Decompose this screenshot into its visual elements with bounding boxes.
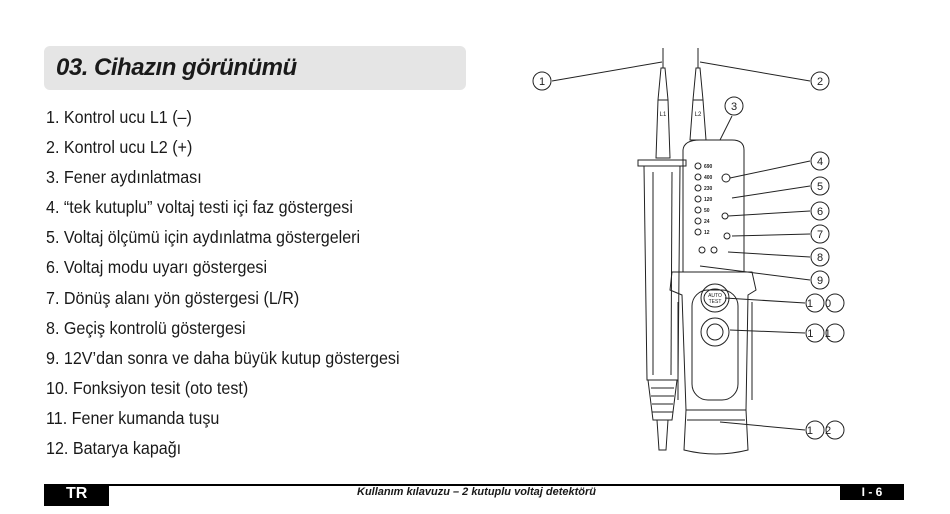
callout-number: 4 [816,156,824,168]
page-title: 03. Cihazın görünümü [56,54,297,81]
voltage-label: 12 [704,230,710,236]
callout-number: 1 [538,76,546,88]
callout-number: 11 [807,328,843,340]
device-figure [520,40,860,465]
voltage-label: 400 [704,175,713,181]
list-item: 10. Fonksiyon tesit (oto test) [46,377,249,398]
list-item: 7. Dönüş alanı yön göstergesi (L/R) [46,287,300,308]
callout-number: 8 [816,252,824,264]
voltage-label: 690 [704,164,713,170]
callout-number: 3 [730,101,738,113]
list-item: 11. Fener kumanda tuşu [46,407,220,428]
list-item: 3. Fener aydınlatması [46,167,202,188]
callout-number: 2 [816,76,824,88]
title-bar [44,46,466,90]
callout-number: 10 [806,298,844,310]
voltage-tester-illustration [520,40,860,465]
list-item: 8. Geçiş kontrolü göstergesi [46,317,246,338]
callout-number: 5 [816,181,824,193]
voltage-label: 120 [704,197,713,203]
language-badge [44,484,109,506]
page-number: I - 6 [840,484,904,500]
page-footer [44,484,904,506]
component-list [46,102,430,463]
callout-number: 12 [806,425,844,437]
list-item: 4. “tek kutuplu” voltaj testi içi faz göstergesi [46,197,353,218]
list-item: 6. Voltaj modu uyarı göstergesi [46,257,268,278]
probe-l2-label: L2 [694,112,702,118]
footer-document-title: Kullanım kılavuzu – 2 kutuplu voltaj detektörü [357,486,596,498]
auto-test-label: TEST [708,299,722,305]
language-code: TR [66,485,88,502]
callout-number: 7 [816,229,824,241]
list-item: 5. Voltaj ölçümü için aydınlatma göstergeleri [46,227,361,248]
probe-l1-label: L1 [659,112,667,118]
auto-test-label: AUTO [708,293,722,299]
callout-number: 9 [816,275,824,287]
list-item: 9. 12V’dan sonra ve daha büyük kutup göstergesi [46,347,400,368]
callout-number: 6 [816,206,824,218]
list-item: 12. Batarya kapağı [46,438,182,459]
voltage-label: 24 [704,219,710,225]
voltage-label: 230 [704,186,713,192]
voltage-label: 50 [704,208,710,214]
list-item: 1. Kontrol ucu L1 (–) [46,107,192,127]
list-item: 2. Kontrol ucu L2 (+) [46,137,193,158]
